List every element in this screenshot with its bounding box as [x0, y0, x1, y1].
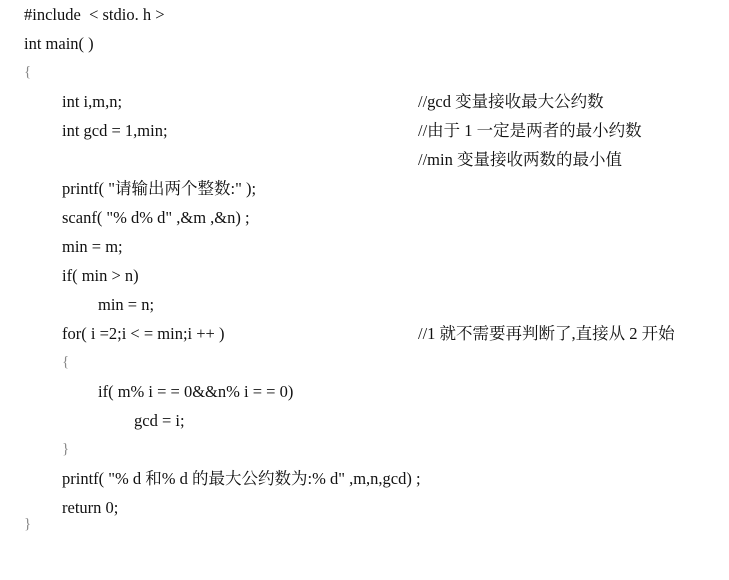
- code-text: gcd = i;: [134, 411, 185, 430]
- code-comment: //由于 1 一定是两者的最小约数: [418, 121, 642, 140]
- close-brace: }: [62, 441, 70, 457]
- code-line: [0, 348, 729, 377]
- code-text: int main( ): [24, 34, 94, 53]
- code-text: min = n;: [98, 295, 155, 314]
- open-brace: {: [62, 354, 70, 370]
- code-text: scanf( "% d% d" ,&m ,&n) ;: [62, 208, 250, 227]
- code-line: [0, 290, 729, 319]
- code-line: [0, 58, 729, 87]
- code-text: if( min > n): [62, 266, 139, 285]
- code-text: #include < stdio. h >: [24, 5, 165, 24]
- close-brace: }: [24, 516, 32, 532]
- code-line: [0, 174, 729, 203]
- code-line: [0, 232, 729, 261]
- code-line: [0, 406, 729, 435]
- code-text: return 0;: [62, 498, 119, 517]
- code-text: min = m;: [62, 237, 123, 256]
- code-line: [0, 29, 729, 58]
- open-brace: {: [24, 64, 32, 80]
- code-text: int i,m,n;: [62, 92, 123, 111]
- code-line: [0, 377, 729, 406]
- code-text: if( m% i = = 0&&n% i = = 0): [98, 382, 294, 401]
- code-line: [0, 319, 729, 348]
- code-line: [0, 145, 729, 174]
- code-comment: //min 变量接收两数的最小值: [418, 150, 622, 169]
- code-line: [0, 464, 729, 493]
- code-text: int gcd = 1,min;: [62, 121, 168, 140]
- code-line: [0, 0, 729, 29]
- code-text: printf( "请输出两个整数:" );: [62, 179, 257, 198]
- code-line: [0, 203, 729, 232]
- code-line: [0, 514, 729, 532]
- code-text: printf( "% d 和% d 的最大公约数为:% d" ,m,n,gcd) ;: [62, 469, 421, 488]
- code-line: [0, 116, 729, 145]
- code-text: for( i =2;i < = min;i ++ ): [62, 324, 225, 343]
- code-comment: //1 就不需要再判断了,直接从 2 开始: [418, 324, 675, 343]
- code-line: [0, 261, 729, 290]
- code-line: [0, 87, 729, 116]
- code-comment: //gcd 变量接收最大公约数: [418, 92, 604, 111]
- code-line: [0, 435, 729, 464]
